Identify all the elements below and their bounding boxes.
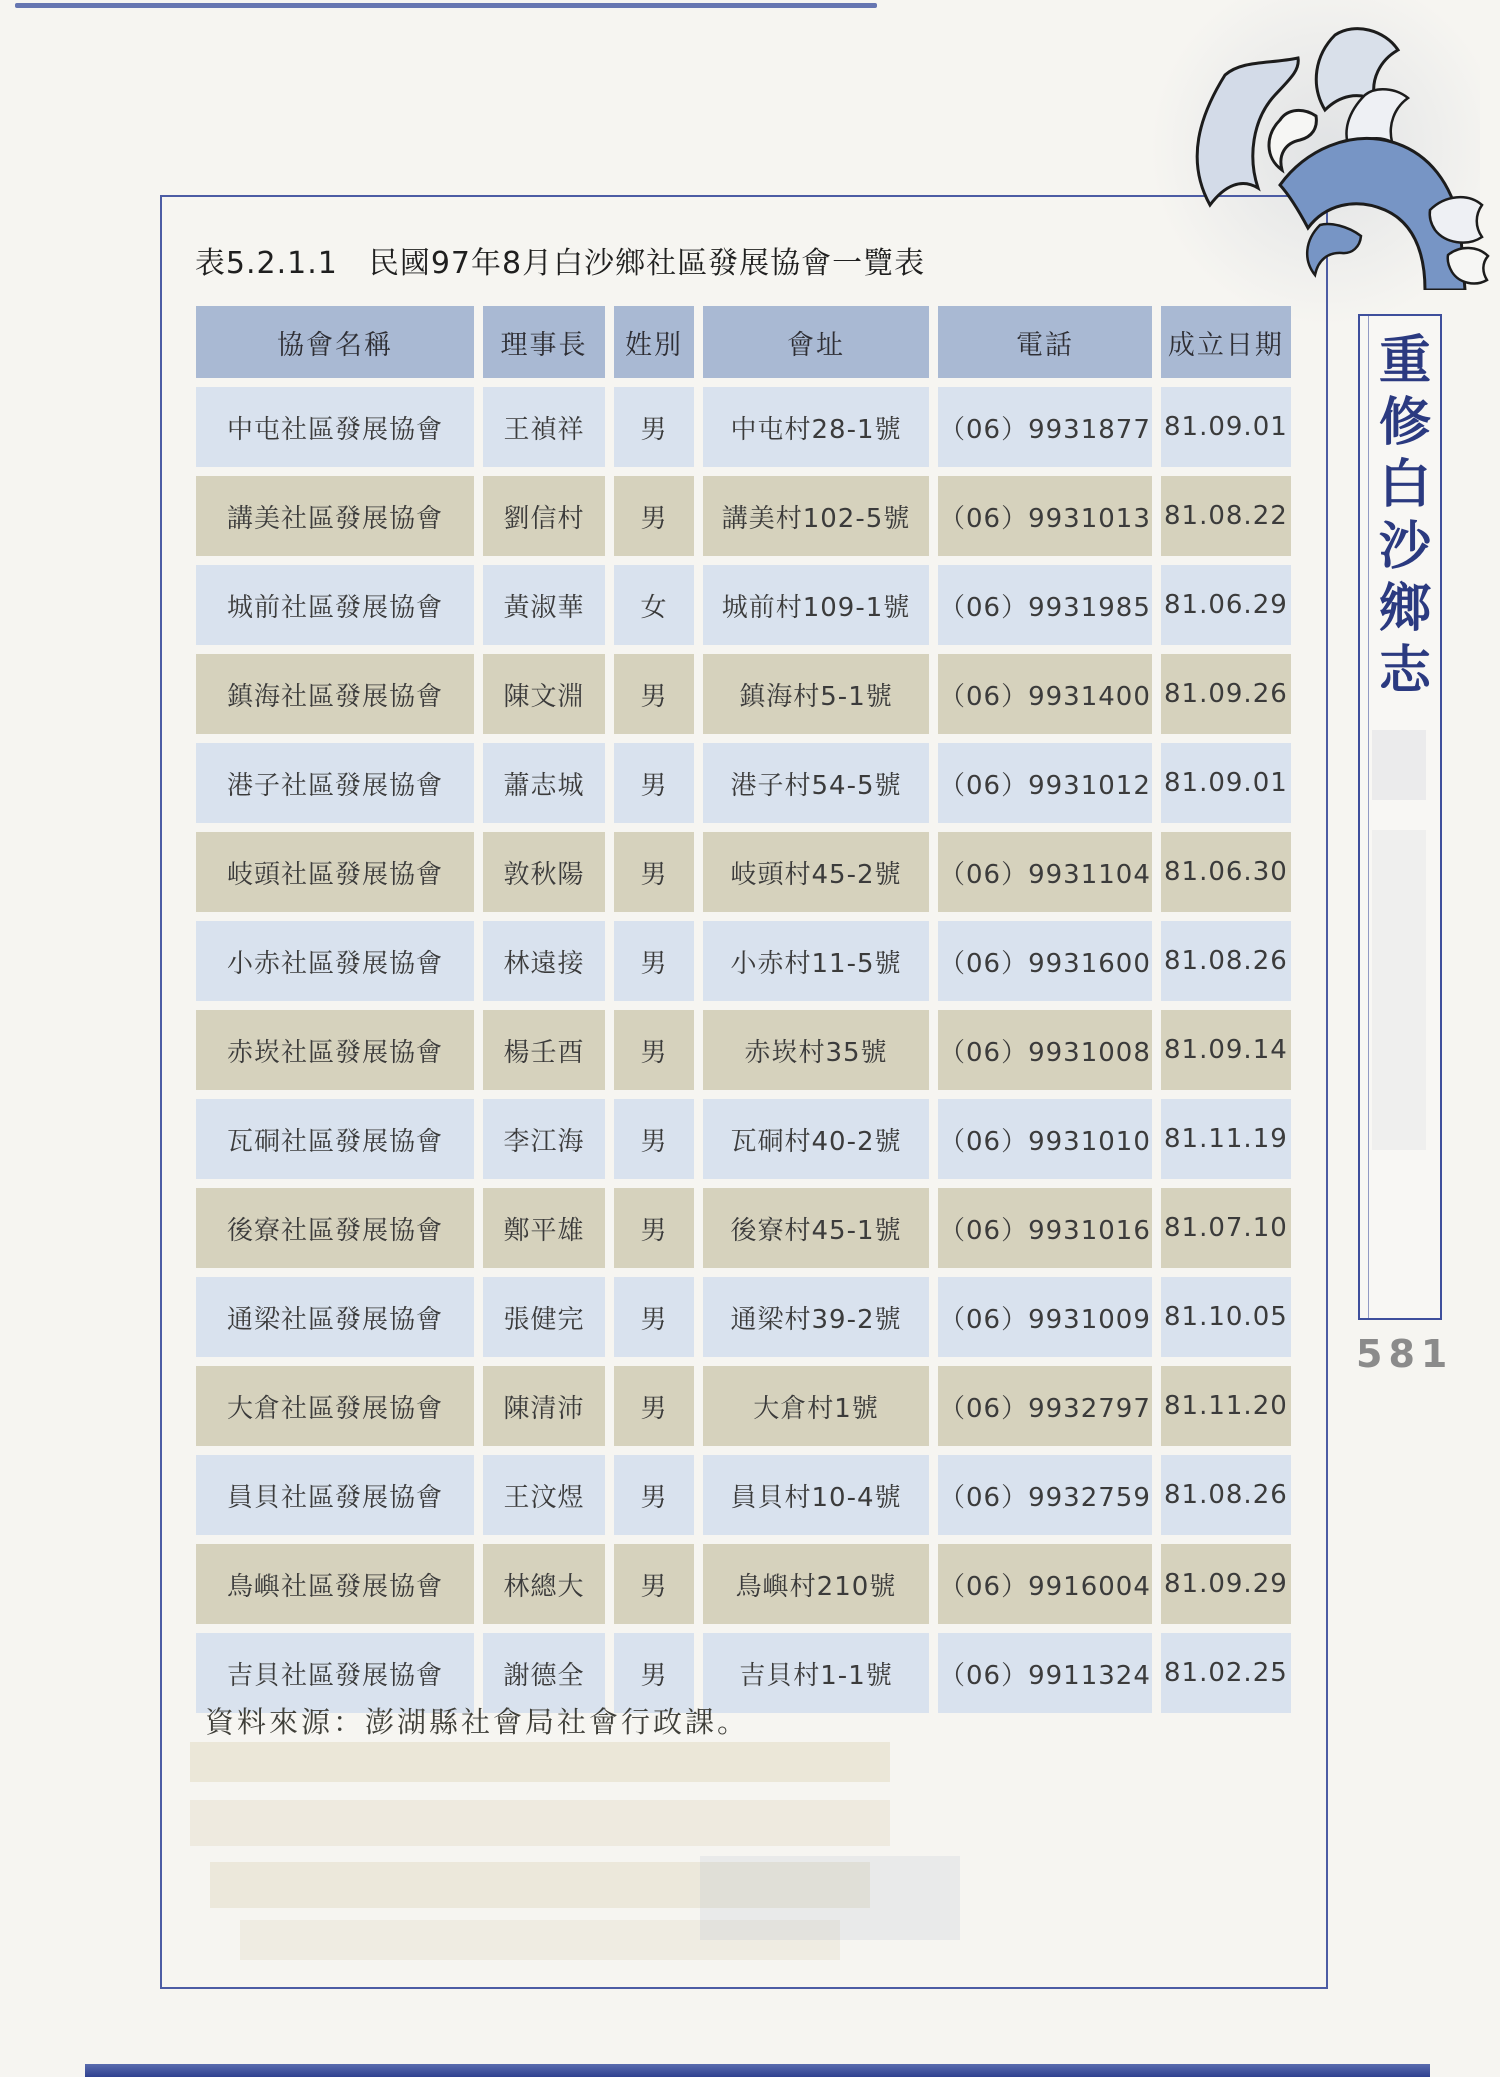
table-row	[196, 476, 1291, 556]
table-row	[196, 832, 1291, 912]
table-cell: 81.11.20	[1161, 1366, 1291, 1446]
table-cell: 港子村54-5號	[703, 743, 929, 823]
table-row	[196, 1099, 1291, 1179]
table-cell: 81.10.05	[1161, 1277, 1291, 1357]
table-row	[196, 387, 1291, 467]
table-row	[196, 1366, 1291, 1446]
table-cell: 蕭志城	[483, 743, 605, 823]
scan-edge-top	[15, 3, 877, 8]
table-cell: 81.09.14	[1161, 1010, 1291, 1090]
table-cell: 講美社區發展協會	[196, 476, 474, 556]
table-cell: 謝德全	[483, 1633, 605, 1713]
table-row	[196, 1277, 1291, 1357]
table-cell: 員貝村10-4號	[703, 1455, 929, 1535]
source-note: 資料來源：澎湖縣社會局社會行政課。	[205, 1705, 750, 1739]
header-gender: 姓別	[614, 306, 694, 378]
table-cell: 黃淑華	[483, 565, 605, 645]
table-cell: 81.08.22	[1161, 476, 1291, 556]
table-cell: （06）9931009	[938, 1277, 1152, 1357]
table-cell: （06）9931012	[938, 743, 1152, 823]
sidebar-title-box	[1358, 314, 1442, 1320]
header-founded-date: 成立日期	[1161, 306, 1291, 378]
table-cell: 城前村109-1號	[703, 565, 929, 645]
table-cell: 男	[614, 387, 694, 467]
table-row	[196, 1188, 1291, 1268]
table-cell: 王汶煜	[483, 1455, 605, 1535]
table-row	[196, 1544, 1291, 1624]
table-cell: （06）9932797	[938, 1366, 1152, 1446]
table-cell: （06）9911324	[938, 1633, 1152, 1713]
table-cell: 瓦硐村40-2號	[703, 1099, 929, 1179]
table-cell: 吉貝村1-1號	[703, 1633, 929, 1713]
table-cell: 瓦硐社區發展協會	[196, 1099, 474, 1179]
table-cell: 81.07.10	[1161, 1188, 1291, 1268]
table-cell: 岐頭村45-2號	[703, 832, 929, 912]
table-cell: 男	[614, 1188, 694, 1268]
table-cell: 男	[614, 1455, 694, 1535]
table-cell: 中屯村28-1號	[703, 387, 929, 467]
table-cell: 男	[614, 654, 694, 734]
table-row	[196, 921, 1291, 1001]
table-cell: 講美村102-5號	[703, 476, 929, 556]
table-cell: 81.06.29	[1161, 565, 1291, 645]
table-cell: （06）9931400	[938, 654, 1152, 734]
table-cell: 男	[614, 921, 694, 1001]
table-cell: 女	[614, 565, 694, 645]
table-cell: 鄭平雄	[483, 1188, 605, 1268]
table-cell: 81.09.29	[1161, 1544, 1291, 1624]
table-cell: 通梁社區發展協會	[196, 1277, 474, 1357]
table-cell: 林遠接	[483, 921, 605, 1001]
table-row	[196, 743, 1291, 823]
table-cell: 中屯社區發展協會	[196, 387, 474, 467]
table-cell: 楊壬酉	[483, 1010, 605, 1090]
table-cell: 81.06.30	[1161, 832, 1291, 912]
table-cell: 大倉社區發展協會	[196, 1366, 474, 1446]
header-phone: 電話	[938, 306, 1152, 378]
table-cell: （06）9931600	[938, 921, 1152, 1001]
table-cell: （06）9931013	[938, 476, 1152, 556]
table-cell: （06）9931104	[938, 832, 1152, 912]
table-cell: （06）9931010	[938, 1099, 1152, 1179]
table-row	[196, 565, 1291, 645]
table-cell: 後寮村45-1號	[703, 1188, 929, 1268]
book-title-vertical: 重修白沙鄉志	[1369, 332, 1431, 704]
table-cell: 鳥嶼村210號	[703, 1544, 929, 1624]
table-cell: 王禎祥	[483, 387, 605, 467]
table-cell: 岐頭社區發展協會	[196, 832, 474, 912]
table-cell: 鎮海社區發展協會	[196, 654, 474, 734]
table-cell: 男	[614, 1277, 694, 1357]
table-cell: 男	[614, 743, 694, 823]
table-cell: 張健完	[483, 1277, 605, 1357]
table-cell: 港子社區發展協會	[196, 743, 474, 823]
table-cell: 小赤村11-5號	[703, 921, 929, 1001]
table-row	[196, 1455, 1291, 1535]
table-cell: 林總大	[483, 1544, 605, 1624]
table-cell: （06）9916004	[938, 1544, 1152, 1624]
table-row	[196, 654, 1291, 734]
table-cell: 81.08.26	[1161, 921, 1291, 1001]
table-header-row	[196, 306, 1291, 378]
table-cell: 男	[614, 1099, 694, 1179]
table-cell: 小赤社區發展協會	[196, 921, 474, 1001]
table-cell: 男	[614, 1544, 694, 1624]
table-cell: 陳文淵	[483, 654, 605, 734]
table-cell: （06）9931985	[938, 565, 1152, 645]
table-cell: （06）9932759	[938, 1455, 1152, 1535]
table-cell: 吉貝社區發展協會	[196, 1633, 474, 1713]
table-cell: （06）9931008	[938, 1010, 1152, 1090]
table-cell: 男	[614, 1633, 694, 1713]
table-cell: 81.09.26	[1161, 654, 1291, 734]
table-cell: 劉信村	[483, 476, 605, 556]
page-number: 581	[1356, 1332, 1454, 1376]
table-cell: 赤崁社區發展協會	[196, 1010, 474, 1090]
table-title: 表5.2.1.1 民國97年8月白沙鄉社區發展協會一覽表	[194, 246, 926, 281]
table-cell: 員貝社區發展協會	[196, 1455, 474, 1535]
table-cell: 男	[614, 1366, 694, 1446]
table-cell: 大倉村1號	[703, 1366, 929, 1446]
header-address: 會址	[703, 306, 929, 378]
table-cell: 81.11.19	[1161, 1099, 1291, 1179]
table-cell: 後寮社區發展協會	[196, 1188, 474, 1268]
table-cell: 81.08.26	[1161, 1455, 1291, 1535]
table-cell: 81.02.25	[1161, 1633, 1291, 1713]
associations-table	[187, 297, 1300, 1722]
table-cell: 赤崁村35號	[703, 1010, 929, 1090]
table-cell: 李江海	[483, 1099, 605, 1179]
table-cell: 男	[614, 476, 694, 556]
table-cell: 81.09.01	[1161, 743, 1291, 823]
table-cell: 男	[614, 1010, 694, 1090]
table-cell: （06）9931016	[938, 1188, 1152, 1268]
dragon-cloud-motif	[1130, 0, 1500, 290]
header-association-name: 協會名稱	[196, 306, 474, 378]
table-row	[196, 1010, 1291, 1090]
table-cell: 敦秋陽	[483, 832, 605, 912]
table-cell: 鎮海村5-1號	[703, 654, 929, 734]
table-cell: 男	[614, 832, 694, 912]
table-cell: 陳清沛	[483, 1366, 605, 1446]
table-cell: 鳥嶼社區發展協會	[196, 1544, 474, 1624]
table-cell: （06）9931877	[938, 387, 1152, 467]
table-body	[196, 387, 1291, 1713]
header-chairman: 理事長	[483, 306, 605, 378]
scan-edge-bottom	[85, 2064, 1430, 2077]
table-cell: 城前社區發展協會	[196, 565, 474, 645]
table-cell: 通梁村39-2號	[703, 1277, 929, 1357]
table-cell: 81.09.01	[1161, 387, 1291, 467]
